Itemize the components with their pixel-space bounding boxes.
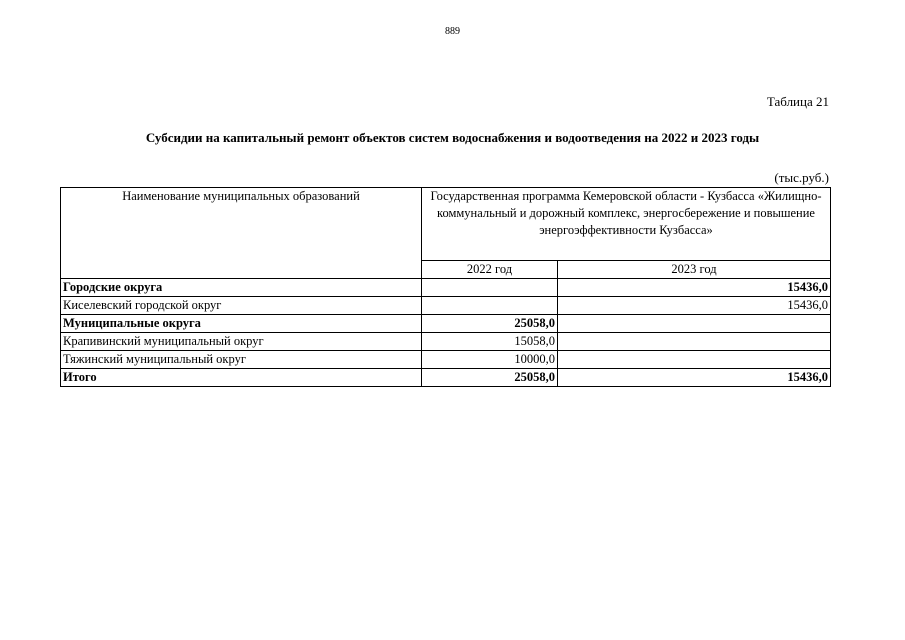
header-program: Государственная программа Кемеровской области - Кузбасса «Жилищно-коммунальный и дорожный комплекс, энергосбережение и повышение энергоэффективности Кузбасса»	[422, 188, 831, 261]
table-row	[61, 315, 831, 333]
table-row	[61, 351, 831, 369]
row-name-cell: Киселевский городской округ	[61, 297, 422, 315]
table-row	[61, 279, 831, 297]
units-label: (тыс.руб.)	[774, 170, 829, 185]
row-name-cell: Городские округа	[61, 279, 422, 297]
row-2022-cell	[422, 279, 558, 297]
table-row	[61, 333, 831, 351]
row-2022-cell: 25058,0	[422, 315, 558, 333]
row-2022-cell: 25058,0	[422, 369, 558, 387]
row-name-cell: Тяжинский муниципальный округ	[61, 351, 422, 369]
row-name-cell: Муниципальные округа	[61, 315, 422, 333]
header-municipality-name: Наименование муниципальных образований	[61, 188, 422, 279]
row-2022-cell	[422, 297, 558, 315]
row-name-cell: Крапивинский муниципальный округ	[61, 333, 422, 351]
page-number: 889	[445, 26, 460, 37]
row-2023-cell	[558, 351, 831, 369]
row-2023-cell: 15436,0	[558, 279, 831, 297]
document-title: Субсидии на капитальный ремонт объектов систем водоснабжения и водоотведения на 2022 и 2023 годы	[145, 130, 760, 145]
row-2022-cell: 10000,0	[422, 351, 558, 369]
header-year-2022: 2022 год	[422, 261, 558, 279]
table-row	[61, 297, 831, 315]
row-2023-cell: 15436,0	[558, 369, 831, 387]
row-2022-cell: 15058,0	[422, 333, 558, 351]
subsidies-table	[60, 187, 831, 387]
table-label: Таблица 21	[766, 94, 829, 109]
row-name-cell: Итого	[61, 369, 422, 387]
row-2023-cell	[558, 333, 831, 351]
table-row	[61, 369, 831, 387]
header-year-2023: 2023 год	[558, 261, 831, 279]
row-2023-cell: 15436,0	[558, 297, 831, 315]
row-2023-cell	[558, 315, 831, 333]
table-body	[61, 279, 831, 387]
